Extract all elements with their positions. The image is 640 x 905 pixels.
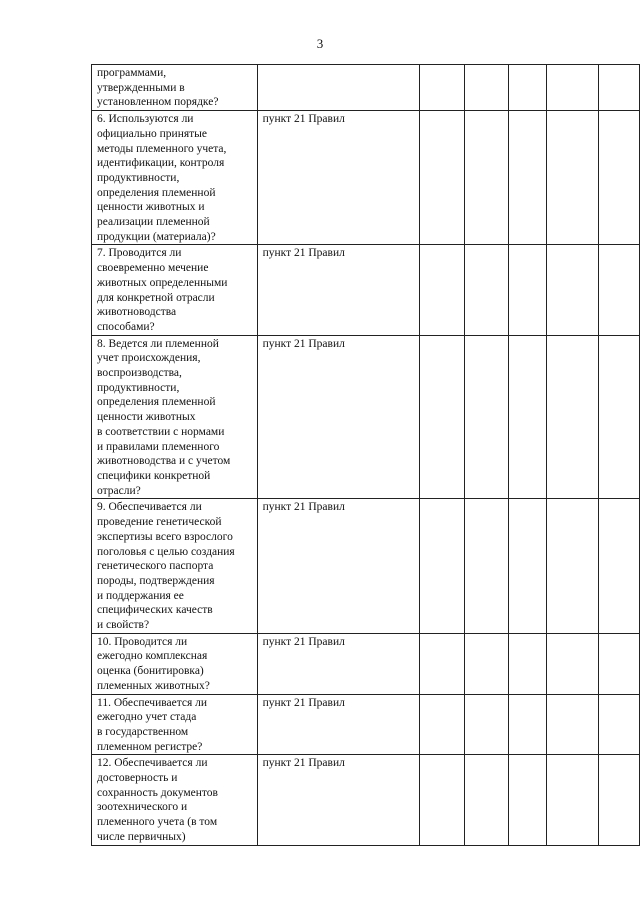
reference-cell: пункт 21 Правил [257, 245, 419, 335]
answer-cell-3 [509, 111, 547, 245]
reference-cell: пункт 21 Правил [257, 633, 419, 694]
answer-cell-4 [547, 755, 599, 845]
checklist-table [91, 64, 640, 846]
answer-cell-2 [464, 245, 509, 335]
answer-cell-4 [547, 111, 599, 245]
question-cell: 8. Ведется ли племенной учет происхождения, воспроизводства, продуктивности, определения племенной ценности животных в соответствии с нормами и правилами племенного животноводства и с учетом специфики конкретной отрасли? [92, 335, 258, 499]
table-row [92, 694, 640, 755]
answer-cell-4 [547, 335, 599, 499]
answer-cell-4 [547, 633, 599, 694]
answer-cell-4 [547, 245, 599, 335]
answer-cell-3 [509, 694, 547, 755]
reference-cell: пункт 21 Правил [257, 499, 419, 633]
answer-cell-4 [547, 499, 599, 633]
answer-cell-2 [464, 111, 509, 245]
answer-cell-2 [464, 499, 509, 633]
answer-cell-3 [509, 755, 547, 845]
table-row [92, 499, 640, 633]
answer-cell-1 [419, 65, 464, 111]
question-cell: 10. Проводится ли ежегодно комплексная оценка (бонитировка) племенных животных? [92, 633, 258, 694]
answer-cell-3 [509, 499, 547, 633]
answer-cell-1 [419, 633, 464, 694]
question-cell: 7. Проводится ли своевременно мечение животных определенными для конкретной отрасли животноводства способами? [92, 245, 258, 335]
answer-cell-1 [419, 694, 464, 755]
reference-cell: пункт 21 Правил [257, 111, 419, 245]
answer-cell-1 [419, 111, 464, 245]
answer-cell-1 [419, 245, 464, 335]
answer-cell-2 [464, 694, 509, 755]
checklist-table-body [92, 65, 640, 846]
answer-cell-1 [419, 499, 464, 633]
answer-cell-2 [464, 335, 509, 499]
answer-cell-2 [464, 65, 509, 111]
question-cell: 11. Обеспечивается ли ежегодно учет стада в государственном племенном регистре? [92, 694, 258, 755]
table-row [92, 335, 640, 499]
question-cell: 6. Используются ли официально принятые методы племенного учета, идентификации, контроля продуктивности, определения племенной ценности животных и реализации племенной продукции (материала)? [92, 111, 258, 245]
answer-cell-1 [419, 335, 464, 499]
table-row [92, 245, 640, 335]
answer-cell-3 [509, 335, 547, 499]
answer-cell-5 [599, 335, 640, 499]
answer-cell-5 [599, 694, 640, 755]
answer-cell-4 [547, 694, 599, 755]
answer-cell-5 [599, 755, 640, 845]
reference-cell: пункт 21 Правил [257, 755, 419, 845]
answer-cell-2 [464, 633, 509, 694]
page-number: 3 [316, 36, 324, 51]
reference-cell [257, 65, 419, 111]
question-cell: программами, утвержденными в установленном порядке? [92, 65, 258, 111]
answer-cell-5 [599, 65, 640, 111]
answer-cell-1 [419, 755, 464, 845]
question-cell: 12. Обеспечивается ли достоверность и сохранность документов зоотехнического и племенного учета (в том числе первичных) [92, 755, 258, 845]
answer-cell-5 [599, 633, 640, 694]
table-row [92, 65, 640, 111]
reference-cell: пункт 21 Правил [257, 335, 419, 499]
answer-cell-5 [599, 245, 640, 335]
answer-cell-5 [599, 499, 640, 633]
table-row [92, 633, 640, 694]
answer-cell-5 [599, 111, 640, 245]
answer-cell-3 [509, 245, 547, 335]
answer-cell-3 [509, 633, 547, 694]
table-row [92, 111, 640, 245]
question-cell: 9. Обеспечивается ли проведение генетической экспертизы всего взрослого поголовья с целью создания генетического паспорта породы, подтверждения и поддержания ее специфических качеств и свойств? [92, 499, 258, 633]
answer-cell-4 [547, 65, 599, 111]
reference-cell: пункт 21 Правил [257, 694, 419, 755]
table-row [92, 755, 640, 845]
answer-cell-2 [464, 755, 509, 845]
answer-cell-3 [509, 65, 547, 111]
